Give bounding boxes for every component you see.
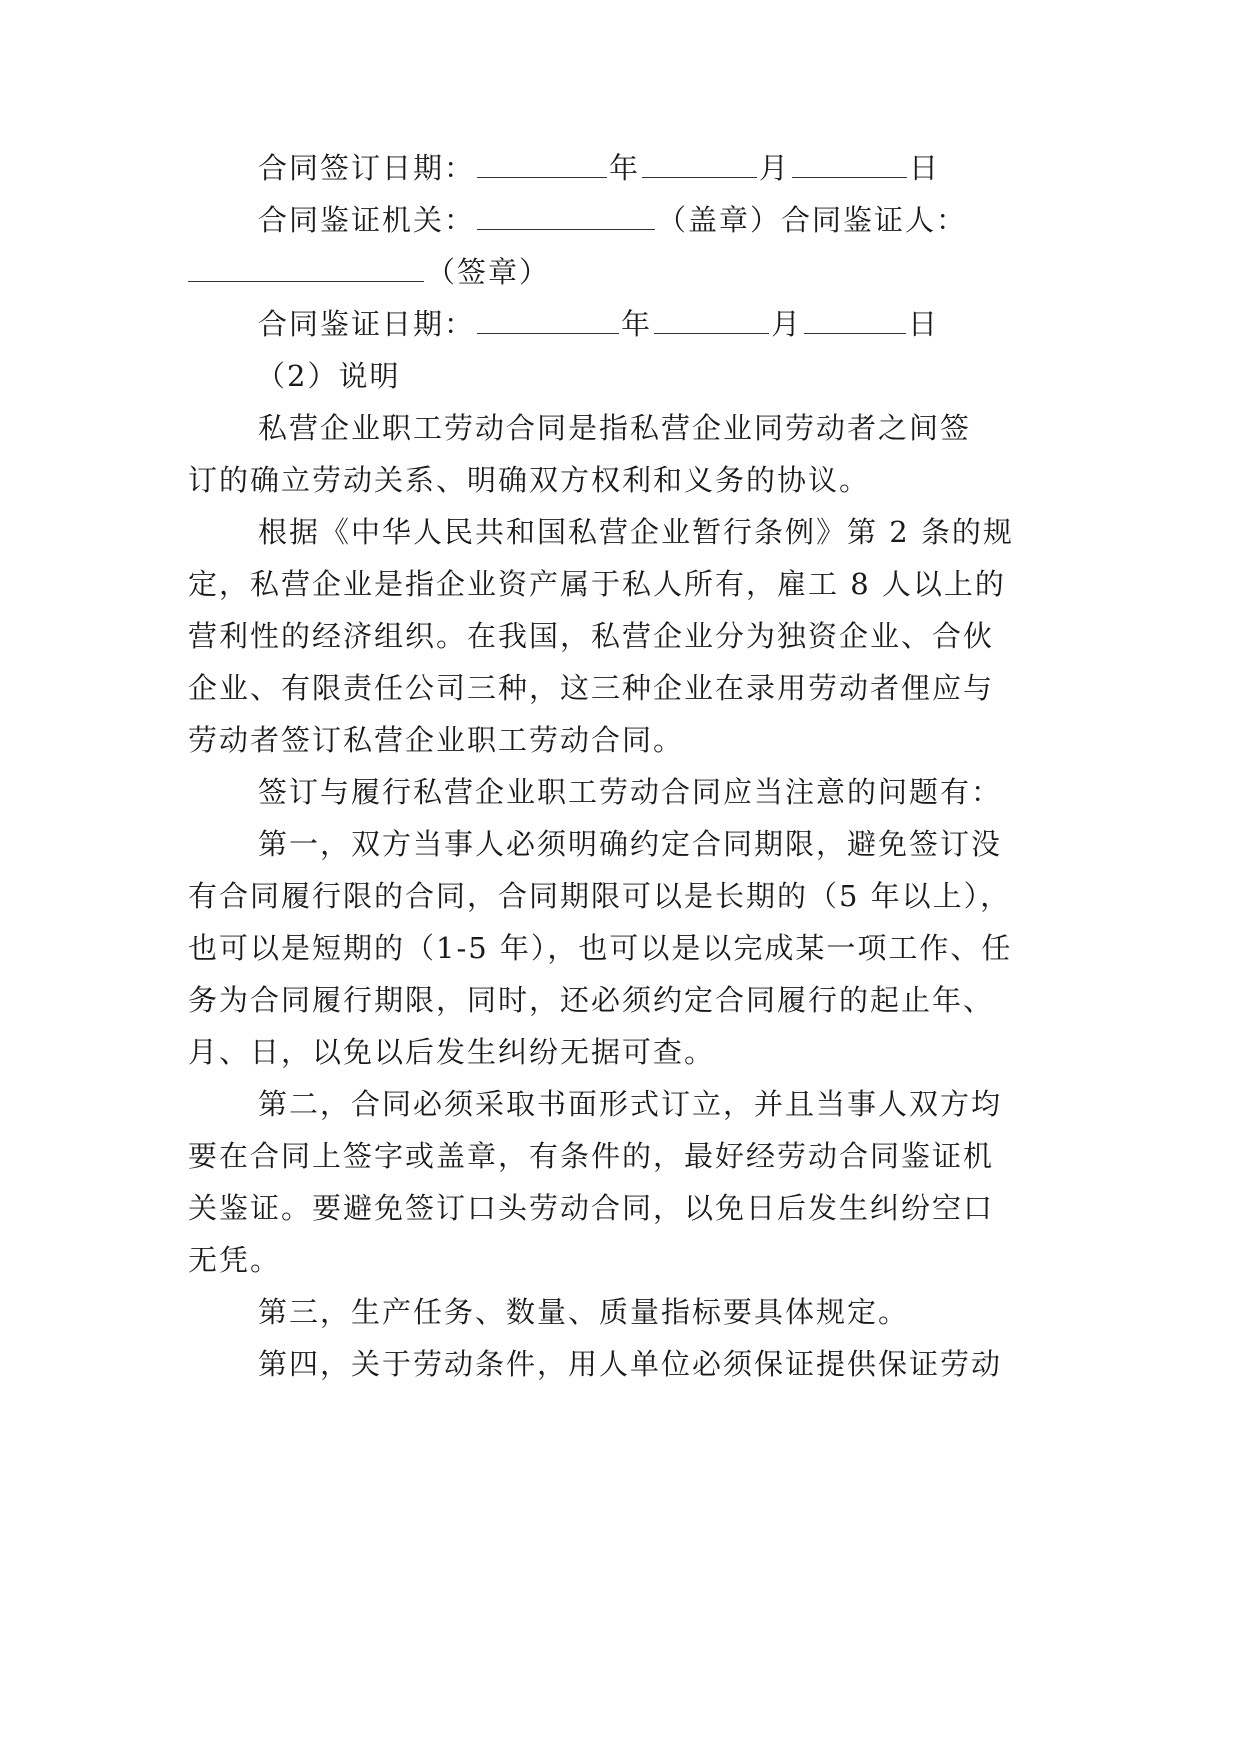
- verify-month-unit: 月: [771, 307, 803, 341]
- verify-date-line: [258, 304, 1158, 344]
- body-line: 第一，双方当事人必须明确约定合同期限，避免签订没: [258, 827, 1003, 861]
- body-line: 第三，生产任务、数量、质量指标要具体规定。: [258, 1295, 910, 1329]
- sign-month-blank: [642, 151, 757, 178]
- body-line: 私营企业职工劳动合同是指私营企业同劳动者之间签: [258, 411, 972, 445]
- verifier-sign: （签章）: [426, 255, 551, 289]
- sign-month-unit: 月: [759, 151, 791, 185]
- verify-org-label: 合同鉴证机关：: [258, 203, 476, 237]
- body-line: 无凭。: [188, 1243, 282, 1277]
- sign-date-label: 合同签订日期：: [258, 151, 476, 185]
- body-line: 关鉴证。要避免签订口头劳动合同，以免日后发生纠纷空口: [188, 1191, 995, 1225]
- verify-year-blank: [477, 307, 619, 334]
- body-line: 有合同履行限的合同，合同期限可以是长期的（5 年以上），: [188, 879, 1012, 913]
- sign-day-blank: [792, 151, 907, 178]
- verify-day-unit: 日: [908, 307, 940, 341]
- verify-day-blank: [804, 307, 906, 334]
- body-line: 订的确立劳动关系、明确双方权利和义务的协议。: [188, 463, 871, 497]
- body-line: 第二，合同必须采取书面形式订立，并且当事人双方均: [258, 1087, 1003, 1121]
- sign-day-unit: 日: [909, 151, 941, 185]
- verify-date-label: 合同鉴证日期：: [258, 307, 476, 341]
- verify-month-blank: [654, 307, 769, 334]
- sign-year-blank: [477, 151, 607, 178]
- body-line: 务为合同履行期限，同时，还必须约定合同履行的起止年、: [188, 983, 995, 1017]
- verify-year-unit: 年: [621, 307, 653, 341]
- verify-org-line: [258, 200, 1158, 240]
- body-line: 也可以是短期的（1-5 年），也可以是以完成某一项工作、任: [188, 931, 1013, 965]
- verifier-blank: [188, 255, 424, 282]
- body-line: 劳动者签订私营企业职工劳动合同。: [188, 723, 685, 757]
- sign-date-line: [258, 148, 1158, 188]
- sign-year-unit: 年: [609, 151, 641, 185]
- verifier-sign-line: [188, 252, 1088, 292]
- verify-org-blank: [477, 203, 655, 230]
- body-line: 定，私营企业是指企业资产属于私人所有，雇工 8 人以上的: [188, 567, 1006, 601]
- body-line: 营利性的经济组织。在我国，私营企业分为独资企业、合伙: [188, 619, 995, 653]
- body-line: 企业、有限责任公司三种，这三种企业在录用劳动者俚应与: [188, 671, 995, 705]
- body-line: 签订与履行私营企业职工劳动合同应当注意的问题有：: [258, 775, 1003, 809]
- body-line: 根据《中华人民共和国私营企业暂行条例》第 2 条的规: [258, 515, 1014, 549]
- section-title: （2）说明: [256, 359, 401, 393]
- body-line: 要在合同上签字或盖章，有条件的，最好经劳动合同鉴证机: [188, 1139, 995, 1173]
- body-line: 第四，关于劳动条件，用人单位必须保证提供保证劳动: [258, 1347, 1003, 1381]
- body-line: 月、日，以免以后发生纠纷无据可查。: [188, 1035, 716, 1069]
- verify-org-seal: （盖章）合同鉴证人：: [657, 203, 968, 237]
